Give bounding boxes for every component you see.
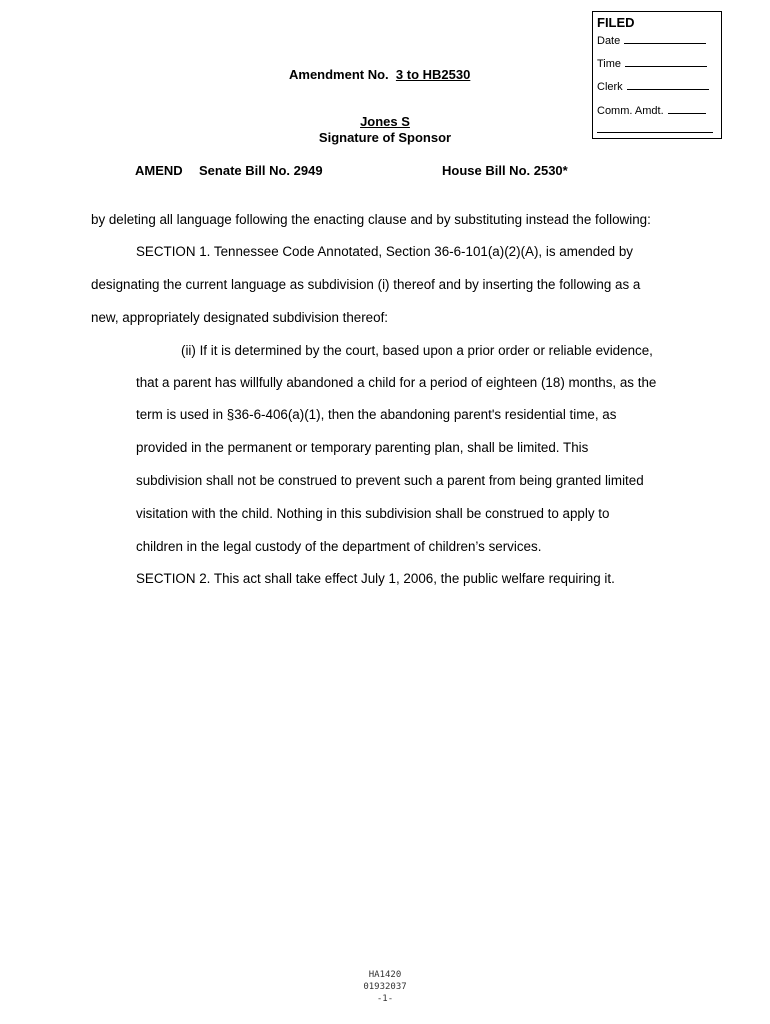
filed-title: FILED <box>597 15 635 30</box>
amendment-heading <box>289 67 470 82</box>
section-1-heading-line: SECTION 1. Tennessee Code Annotated, Section 36-6-101(a)(2)(A), is amended by <box>136 244 633 259</box>
sponsor-name <box>0 114 770 129</box>
senate-bill-number: Senate Bill No. 2949 <box>199 163 323 178</box>
filed-time-row <box>597 57 707 70</box>
body-line: new, appropriately designated subdivision thereof: <box>91 310 389 325</box>
amendment-prefix: Amendment No. <box>289 67 389 82</box>
filed-comm-amdt-blank <box>668 104 706 114</box>
filed-comm-amdt-label: Comm. Amdt. <box>597 105 664 117</box>
filed-clerk-blank <box>627 80 709 90</box>
body-line: that a parent has willfully abandoned a child for a period of eighteen (18) months, as the <box>136 375 657 390</box>
filed-time-blank <box>625 57 707 67</box>
section-2-line: SECTION 2. This act shall take effect July 1, 2006, the public welfare requiring it. <box>136 571 615 586</box>
amendment-reference: 3 to HB2530 <box>395 67 471 82</box>
filed-clerk-label: Clerk <box>597 81 623 93</box>
filed-date-label: Date <box>597 35 621 47</box>
body-line: provided in the permanent or temporary parenting plan, shall be limited. This <box>136 440 589 455</box>
body-line: children in the legal custody of the department of children’s services. <box>136 539 542 554</box>
body-line: subdivision shall not be construed to prevent such a parent from being granted limited <box>136 473 644 488</box>
filed-date-blank <box>624 34 706 44</box>
footer-code-secondary: 01932037 <box>363 982 407 992</box>
sponsor-name-text: Jones S <box>360 114 410 129</box>
filed-clerk-row <box>597 80 709 93</box>
body-line: by deleting all language following the enacting clause and by substituting instead the following: <box>91 212 651 227</box>
sponsor-caption: Signature of Sponsor <box>318 130 452 145</box>
page-number: -1- <box>376 994 394 1004</box>
body-line: visitation with the child. Nothing in this subdivision shall be construed to apply to <box>136 506 610 521</box>
subdivision-ii-line: (ii) If it is determined by the court, based upon a prior order or reliable evidence, <box>181 343 653 358</box>
filed-date-row <box>597 34 706 47</box>
filed-time-label: Time <box>597 58 622 70</box>
amend-label: AMEND <box>135 163 183 178</box>
house-bill-number: House Bill No. 2530* <box>442 163 568 178</box>
body-line: designating the current language as subdivision (i) thereof and by inserting the following as a <box>91 277 641 292</box>
footer-code-primary: HA1420 <box>368 970 402 980</box>
body-line: term is used in §36-6-406(a)(1), then the abandoning parent's residential time, as <box>136 407 617 422</box>
